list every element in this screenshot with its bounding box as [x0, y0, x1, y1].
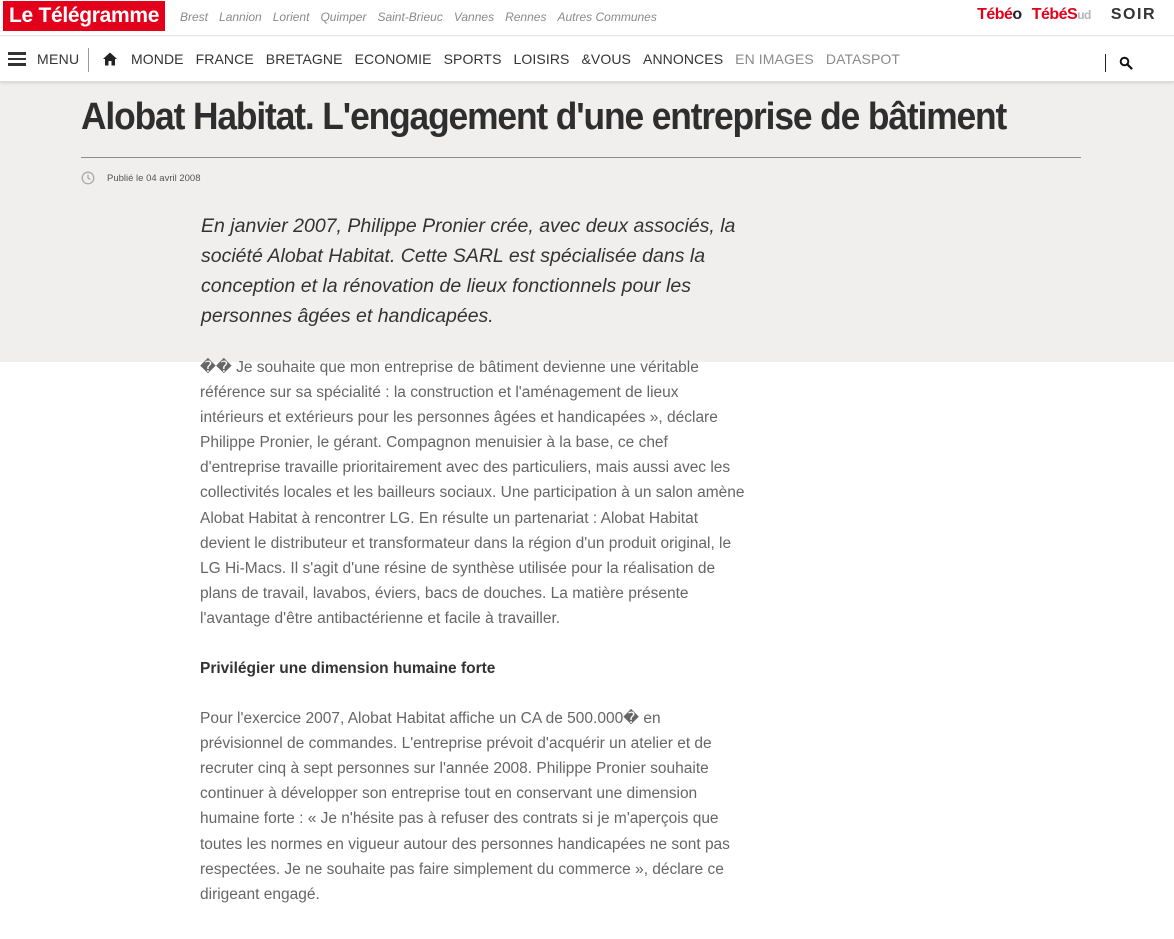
article-subheading: Privilégier une dimension humaine forte	[200, 660, 496, 678]
search-icon[interactable]	[1119, 56, 1133, 70]
main-nav	[0, 37, 1174, 82]
city-link-vannes[interactable]: Vannes	[453, 10, 495, 24]
soir-link[interactable]: SOIR	[1110, 6, 1156, 23]
nav-divider	[88, 48, 89, 72]
city-link-saint-brieuc[interactable]: Saint-Brieuc	[377, 10, 443, 24]
nav-items	[131, 51, 912, 67]
clock-icon	[81, 171, 95, 185]
nav-item-economie[interactable]: ECONOMIE	[354, 51, 432, 67]
tebesud-label-b: ud	[1077, 8, 1091, 22]
city-link-lorient[interactable]: Lorient	[272, 10, 310, 24]
article-lead: En janvier 2007, Philippe Pronier crée, avec deux associés, la société Alobat Habitat. Cette SARL est spécialisée dans la conception et la rénovation de lieux fonctionnels pour les personnes âgées et handicapées.	[201, 215, 736, 327]
nav-item-vous[interactable]: &VOUS	[581, 51, 631, 67]
top-bar	[0, 0, 1174, 36]
city-link-quimper[interactable]: Quimper	[320, 10, 367, 24]
title-divider	[81, 157, 1081, 158]
city-link-lannion[interactable]: Lannion	[219, 10, 262, 24]
nav-item-bretagne[interactable]: BRETAGNE	[265, 51, 343, 67]
hamburger-icon	[8, 52, 26, 66]
nav-item-dataspot[interactable]: DATASPOT	[825, 51, 901, 67]
tebeo-label-b: o	[1012, 6, 1022, 23]
nav-item-monde[interactable]: MONDE	[131, 51, 184, 67]
tebeo-label-a: Tébé	[977, 6, 1013, 23]
nav-item-france[interactable]: FRANCE	[195, 51, 254, 67]
publish-date: Publié le 04 avril 2008	[107, 173, 201, 184]
partner-brands	[977, 6, 1174, 24]
city-links	[180, 10, 668, 24]
article-paragraph: �� Je souhaite que mon entreprise de bâtiment devienne une véritable référence sur sa spécialité : la construction et l'aménagement de lieux intérieurs et extérieurs pour les personnes âgées et handicapées », déclare Philippe Pronier, le gérant. Compagnon menuisier à la base, ce chef d'entreprise travaille prioritairement avec des particuliers, mais aussi avec les collectivités locales et les bailleurs sociaux. Une participation à un salon amène Alobat Habitat à rencontrer LG. En résulte un partenariat : Alobat Habitat devient le distributeur et transformateur dans la région d'un produit original, le LG Hi-Macs. Il s'agit d'une résine de synthèse utilisée pour la réalisation de plans de travail, lavabos, éviers, bacs de douches. La matière présente l'avantage d'être antibactérienne et facile à travailler.	[200, 359, 745, 627]
city-link-brest[interactable]: Brest	[180, 10, 209, 24]
menu-label: MENU	[37, 51, 80, 67]
menu-button[interactable]	[8, 51, 79, 67]
nav-item-sports[interactable]: SPORTS	[443, 51, 502, 67]
site-logo[interactable]: Le Télégramme	[3, 1, 165, 31]
search-divider	[1105, 54, 1106, 72]
tebesud-label-a: TébéS	[1031, 6, 1078, 23]
article-title: Alobat Habitat. L'engagement d'une entreprise de bâtiment	[81, 96, 1007, 138]
nav-item-loisirs[interactable]: LOISIRS	[513, 51, 570, 67]
article-body	[200, 355, 745, 932]
city-link-rennes[interactable]: Rennes	[505, 10, 547, 24]
city-link-autres-communes[interactable]: Autres Communes	[557, 10, 657, 24]
tebesud-link[interactable]	[1032, 6, 1091, 24]
nav-item-annonces[interactable]: ANNONCES	[643, 51, 724, 67]
tebeo-link[interactable]	[977, 6, 1022, 24]
nav-item-en-images[interactable]: EN IMAGES	[735, 51, 814, 67]
home-icon[interactable]	[102, 51, 118, 67]
article-paragraph: Pour l'exercice 2007, Alobat Habitat affiche un CA de 500.000� en prévisionnel de commandes. L'entreprise prévoit d'acquérir un atelier et de recruter cinq à sept personnes sur l'année 2008. Philippe Pronier souhaite continuer à développer son entreprise tout en conservant une dimension humaine forte : « Je n'hésite pas à refuser des contrats si je m'aperçois que toutes les normes en vigueur autour des personnes handicapées ne sont pas respectées. Je ne souhaite pas faire simplement du commerce », déclare ce dirigeant engagé.	[200, 710, 730, 903]
